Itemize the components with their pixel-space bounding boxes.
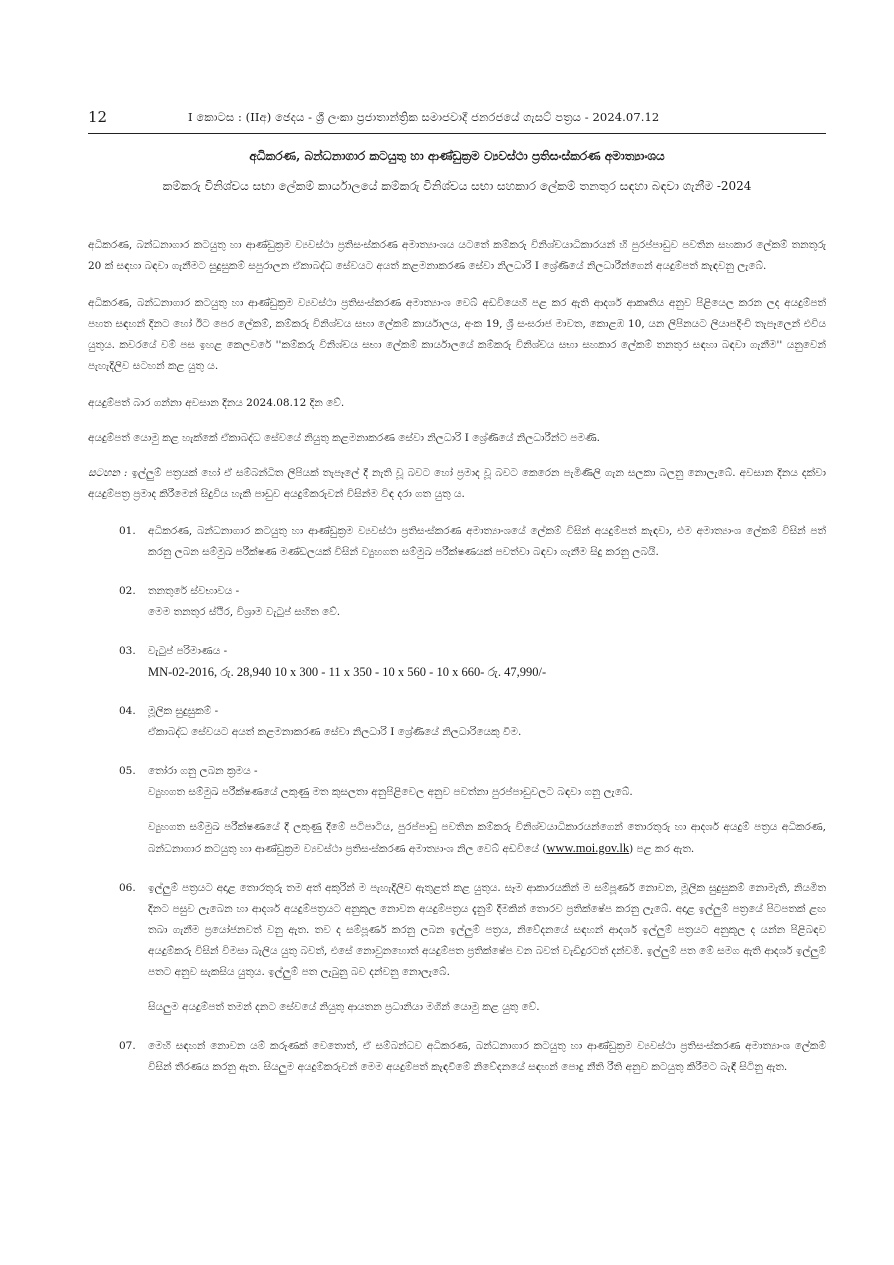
ministry-title: අධිකරණ, බන්ධනාගාර කටයුතු හා ආණ්ඩුක්‍රම ව්‍යවස්ථා ප්‍රතිසංස්කරණ අමාත්‍යාංශය [249, 149, 665, 163]
notice-subject: කම්කරු විනිශ්චය සභා ලේකම් කාර්යාලයේ කම්කරු විනිශ්චය සභා සහකාර ලේකම් තනතුර සඳහා බඳවා ගැනීම -2024 [162, 179, 752, 193]
numbered-list [88, 521, 826, 1078]
list-item-text: ඉල්ලුම් පත්‍රයට අදාළ තොරතුරු තම අත් අකුරින් ම පැහැදිලිව ඇතුළත් කළ යුතුය. සෑම ආකාරයකින් ම සම්පූර්ණ නොවන, මූලික සුදුසුකම් නොමැති, නියමිත දිනට පසුව ලැබෙන හා ආදර්ශ අයදුම්පත්‍රයට අනුකූල නොවන අයදුම්පත්‍රය දැනුම් දීමකින් තොරව ප්‍රතික්ෂේප කරනු ලැබේ. අදාළ ඉල්ලුම් පත්‍රයේ පිටපතක් ළඟ තබා ගැනීම ප්‍රයෝජනවත් වනු ඇත. තව ද සම්පූර්ණ කරනු ලබන ඉල්ලුම් පත්‍රය, නිවේදනයේ සඳහන් ආදර්ශ ඉල්ලුම් පත්‍රයට අනුකූල ද යන්න පිළිබඳව අයදුම්කරු විසින් විමසා බැලිය යුතු බවත්, එසේ නොවුනහොත් අයදුම්පත ප්‍රතික්ෂේප වන බවත් වැඩිදුරටත් දන්වමි. ඉල්ලුම් පත මේ සමග ඇති ආදර්ශ ඉල්ලුම් පතට අනුව සැකසිය යුතුය. ඉල්ලුම් පත ලැබුනු බව දන්වනු නොලැබේ. [148, 882, 826, 978]
paragraph-note [88, 463, 826, 505]
list-item-number: 01. [119, 525, 136, 537]
list-item-number: 04. [119, 705, 136, 717]
list-item-04 [88, 701, 826, 743]
gazette-header: I කොටස : (IIඅ) ඡෙදය - ශ්‍රී ලංකා ප්‍රජාතාන්ත්‍රික සමාජවාදී ජනරජයේ ගැසට් පත්‍රය - 2024.07.12 [188, 110, 660, 124]
list-item-text: ව්‍යුහගත සම්මුඛ පරීක්ෂණයේ ලකුණු මත කුසලතා අනුපිළිවෙල අනුව පවත්නා පුරප්පාඩුවලට බඳවා ගනු ලැබේ. [148, 786, 633, 798]
list-item-number: 03. [119, 645, 136, 657]
list-item-number: 02. [119, 585, 136, 597]
list-item-05 [88, 761, 826, 860]
page-number: 12 [88, 108, 108, 126]
list-item-02 [88, 581, 826, 623]
list-item-heading: වැටුප් පරිමාණය - [148, 645, 228, 657]
list-item-number: 07. [119, 1040, 136, 1052]
list-item-text: අධිකරණ, බන්ධනාගාර කටයුතු හා ආණ්ඩුක්‍රම ව්‍යවස්ථා ප්‍රතිසංස්කරණ අමාත්‍යාංශයේ ලේකම් විසින් අයදුම්පත් කැඳවා, එම අමාත්‍යාංශ ලේකම් විසින් පත් කරනු ලබන සම්මුඛ පරීක්ෂණ මණ්ඩලයක් විසින් ව්‍යුහගත සම්මුඛ පරීක්ෂණයක් පවත්වා බඳවා ගැනීම සිදු කරනු ලබයි. [148, 525, 826, 558]
list-item-number: 05. [119, 765, 136, 777]
list-item-07 [88, 1036, 826, 1078]
paragraph-eligibility: අයදුම්පත් යොමු කළ හැක්කේ ඒකාබද්ධ සේවයේ නියුතු කළමනාකරණ සේවා නිලධාරි I ශ්‍රේණියේ නිලධාරීන්ට පමණි. [88, 432, 601, 444]
list-item-heading: මූලික සුදුසුකම් - [148, 705, 219, 717]
list-item-03 [88, 641, 826, 683]
list-item-heading: තනතුරේ ස්වභාවය - [148, 585, 240, 597]
list-item-extra: සියලුම අයදුම්පත් තමන් දනට සේවයේ නියුතු ආයතන ප්‍රධානියා මගින් යොමු කළ යුතු වේ. [148, 1001, 540, 1013]
note-text: ඉල්ලුම් පත්‍රයක් හෝ ඒ සම්බන්ධිත ලිපියක් තැපෑලේ දී නැති වූ බවට හෝ ප්‍රමාද වූ බවට කෙරෙන පැමිණිලි ගැන සලකා බලනු නොලැබේ. අවසාන දිනය දක්වා අයදුම්පත්‍ර ප්‍රමාද කිරීමෙන් සිදුවිය හැකි පාඩුව අයදුම්කරුවන් විසින්ම විඳ දරා ගත යුතු ය. [88, 467, 827, 500]
list-item-number: 06. [119, 882, 136, 894]
ministry-website-link[interactable]: www.moi.gov.lk [546, 841, 630, 855]
list-item-01 [88, 521, 826, 563]
salary-scale: MN-02-2016, රු. 28,940 10 x 300 - 11 x 350 - 10 x 560 - 10 x 660- රු. 47,990/- [148, 665, 547, 679]
paragraph-closing-date: අයදුම්පත් බාර ගන්නා අවසාන දිනය 2024.08.12 දින වේ. [88, 397, 345, 409]
note-label: සටහන : [88, 467, 128, 479]
list-item-06 [88, 878, 826, 1018]
list-item-heading: තෝරා ගනු ලබන ක්‍රමය - [148, 765, 258, 777]
list-item-text: ඒකාබද්ධ සේවයට අයත් කළමනාකරණ සේවා නිලධාරි I ශ්‍රේණියේ නිලධාරියෙකු වීම. [148, 726, 522, 738]
header-divider [88, 133, 826, 134]
list-item-text: මෙම තනතුර ස්ථිර, විශ්‍රාම වැටුප් සහිත වේ. [148, 606, 341, 618]
notice-body [88, 235, 826, 1096]
paragraph-submission: අධිකරණ, බන්ධනාගාර කටයුතු හා ආණ්ඩුක්‍රම ව්‍යවස්ථා ප්‍රතිසංස්කරණ අමාත්‍යාංශ වෙබ් අඩවියෙහි පළ කර ඇති ආදර්ශ ආකෘතිය අනුව පිළියෙල කරන ලද අයදුම්පත් පහත සඳහන් දිනට හෝ ඊට පෙර ලේකම්, කම්කරු විනිශ්චය සභා ලේකම් කාර්යාලය, අංක 19, ශ්‍රී සංඝරාජ මාවත, කොළඹ 10, යන ලිපිනයට ලියාපදිංචි තැපෑලෙන් එවිය යුතුය. කවරයේ වම් පස ඉහළ කෙලවරේ ''කම්කරු විනිශ්චය සභා ලේකම් කාර්යාලයේ කම්කරු විනිශ්චය සභා සහකාර ලේකම් තනතුර සඳහා බඳවා ගැනීම'' යනුවෙන් පැහැදිලිව සටහන් කළ යුතු ය. [88, 297, 826, 372]
list-item-extra: ව්‍යුහගත සම්මුඛ පරීක්ෂණයේ දී ලකුණු දීමේ පටිපාටිය, පුරප්පාඩු පවතින කම්කරු විනිශ්චයාධිකාරයන්ගෙන් තොරතුරු හා ආදර්ශ අයදුම් පත්‍රය අධිකරණ, බන්ධනාගාර කටයුතු හා ආණ්ඩුක්‍රම ව්‍යවස්ථා ප්‍රතිසංස්කරණ අමාත්‍යාංශ නිල වෙබ් අඩවියේ (www.moi.gov.lk) පළ කර ඇත. [148, 821, 826, 855]
list-item-text: මෙහි සඳහන් නොවන යම් කරුණක් වෙතොත්, ඒ සම්බන්ධව අධිකරණ, බන්ධනාගාර කටයුතු හා ආණ්ඩුක්‍රම ව්‍යවස්ථා ප්‍රතිසංස්කරණ අමාත්‍යාංශ ලේකම් විසින් තීරණය කරනු ඇත. සියලුම අයදුම්කරුවන් මෙම අයදුම්පත් කැඳවීමේ නිවේදනයේ සඳහන් පොදු නීති රීති අනුව කටයුතු කිරීමට බැඳී සිටිනු ඇත. [148, 1040, 826, 1073]
paragraph-call-for-applications: අධිකරණ, බන්ධනාගාර කටයුතු හා ආණ්ඩුක්‍රම ව්‍යවස්ථා ප්‍රතිසංස්කරණ අමාත්‍යාංශය යටතේ කම්කරු විනිශ්චයාධිකාරයන් හි පුරප්පාඩුව පවතින සහකාර ලේකම් තනතුරු 20 ක් සඳහා බඳවා ගැනීමට සුදුසුකම් සපුරාලන ඒකාබද්ධ සේවයට අයත් කළමනාකරණ සේවා නිලධාරි I ශ්‍රේණියේ නිලධාරීන්ගෙන් අයදුම්පත් කැඳවනු ලැබේ. [88, 239, 826, 272]
